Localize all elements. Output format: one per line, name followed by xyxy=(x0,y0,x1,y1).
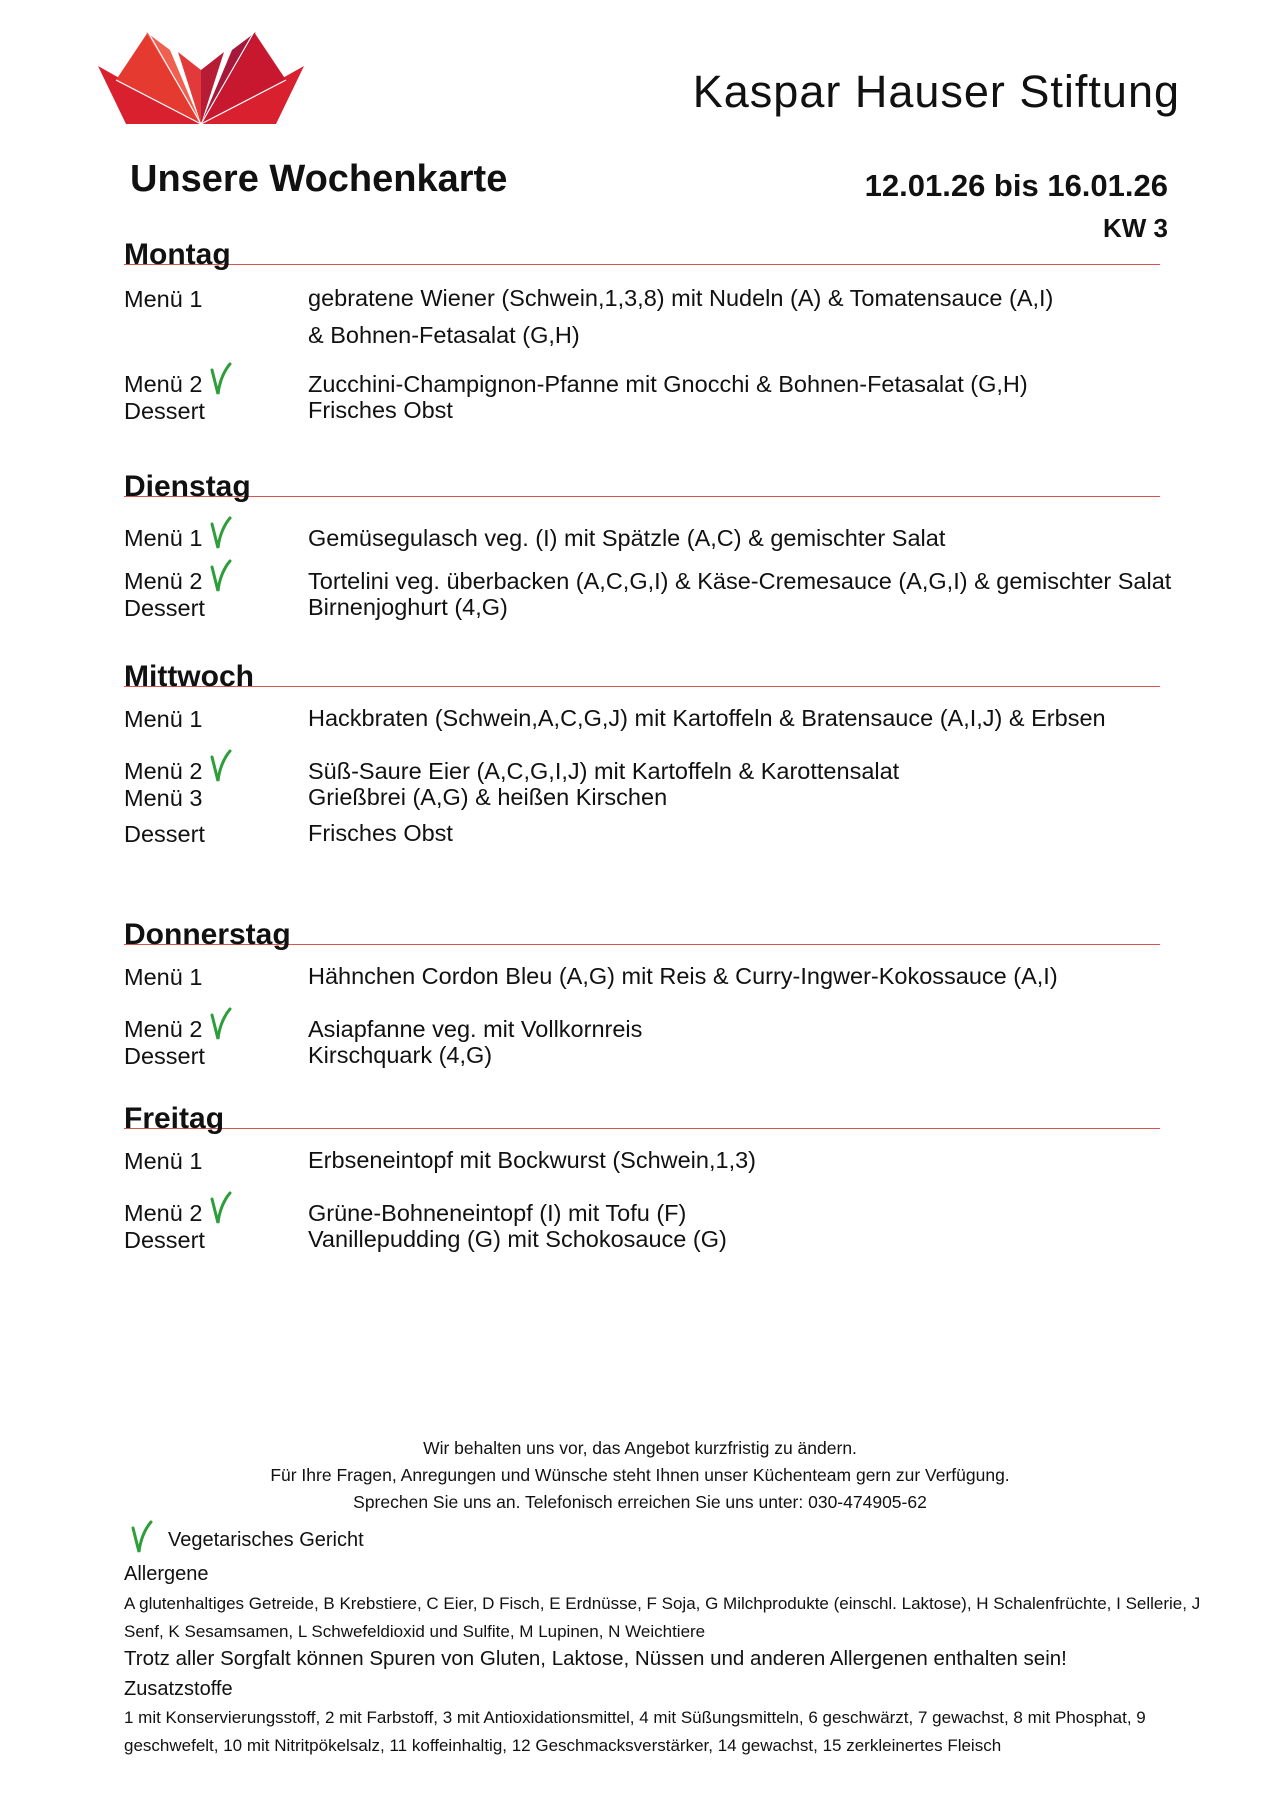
menu-item-label-text: Dessert xyxy=(124,1227,205,1253)
menu-item-text: Gemüsegulasch veg. (I) mit Spätzle (A,C) & gemischter Salat xyxy=(308,525,946,551)
footer-line-2: Für Ihre Fragen, Anregungen und Wünsche steht Ihnen unser Küchenteam gern zur Verfügung. xyxy=(270,1465,1010,1485)
menu-item-label-text: Menü 1 xyxy=(124,525,203,551)
menu-item-label-text: Menü 1 xyxy=(124,1148,203,1174)
menu-item-label xyxy=(124,398,205,425)
allergen-heading: Allergene xyxy=(124,1563,209,1585)
day-name: Freitag xyxy=(124,1102,225,1135)
menu-item-label xyxy=(124,1148,202,1175)
menu-item-text: Grüne-Bohneneintopf (I) mit Tofu (F) xyxy=(308,1200,687,1226)
menu-item-text: Birnenjoghurt (4,G) xyxy=(308,594,508,620)
vegetarian-leaf-icon xyxy=(206,1007,232,1041)
menu-item-text: Hackbraten (Schwein,A,C,G,J) mit Kartoffeln & Bratensauce (A,I,J) & Erbsen xyxy=(308,705,1106,731)
day-section-donnerstag xyxy=(124,900,1160,1069)
calendar-week: KW 3 xyxy=(1103,213,1168,243)
day-name: Dienstag xyxy=(124,470,251,503)
menu-item-text: Asiapfanne veg. mit Vollkornreis xyxy=(308,1016,643,1042)
menu-item-label xyxy=(124,785,202,812)
day-name: Montag xyxy=(124,238,231,271)
menu-item-label-text: Menü 1 xyxy=(124,706,203,732)
menu-item-text: Zucchini-Champignon-Pfanne mit Gnocchi & Bohnen-Fetasalat (G,H) xyxy=(308,371,1028,397)
lotus-logo xyxy=(98,30,304,126)
footer-line-1: Wir behalten uns vor, das Angebot kurzfristig zu ändern. xyxy=(423,1438,857,1458)
menu-item-text: Süß-Saure Eier (A,C,G,I,J) mit Kartoffeln & Karottensalat xyxy=(308,758,900,784)
menu-item-description xyxy=(308,958,1058,995)
menu-item-label xyxy=(124,706,202,733)
menu-item-label-text: Menü 2 xyxy=(124,371,203,397)
vegetarian-leaf-icon xyxy=(206,1191,232,1225)
vegetarian-legend-label: Vegetarisches Gericht xyxy=(168,1529,364,1551)
menu-item-label xyxy=(124,749,232,785)
menu-item-text: Frisches Obst xyxy=(308,820,453,846)
menu-item-label-text: Menü 2 xyxy=(124,568,203,594)
day-name: Donnerstag xyxy=(124,918,291,951)
menu-item-label-text: Menü 1 xyxy=(124,964,203,990)
day-section-mittwoch xyxy=(124,642,1160,847)
menu-item-text: Grießbrei (A,G) & heißen Kirschen xyxy=(308,784,668,810)
day-heading xyxy=(124,900,1160,951)
menu-item-description xyxy=(308,280,1053,354)
menu-item-description xyxy=(308,700,1106,737)
menu-item-text: Kirschquark (4,G) xyxy=(308,1042,493,1068)
menu-item-description xyxy=(308,589,508,626)
vegetarian-leaf-icon xyxy=(206,516,232,550)
vegetarian-leaf-icon xyxy=(206,559,232,593)
vegetarian-leaf-icon xyxy=(126,1520,154,1554)
menu-item-text-continued: & Bohnen-Fetasalat (G,H) xyxy=(308,322,580,348)
vegetarian-leaf-icon xyxy=(206,749,232,783)
menu-item-label-text: Menü 2 xyxy=(124,1016,203,1042)
menu-item-description xyxy=(308,520,945,557)
menu-item-label xyxy=(124,1043,205,1070)
menu-item-description xyxy=(308,779,667,816)
menu-item-description xyxy=(308,1142,756,1179)
menu-item-text: Vanillepudding (G) mit Schokosauce (G) xyxy=(308,1226,727,1252)
allergen-warning: Trotz aller Sorgfalt können Spuren von Gluten, Laktose, Nüssen und anderen Allergenen enthalten sein! xyxy=(124,1647,1067,1670)
menu-item-text: Hähnchen Cordon Bleu (A,G) mit Reis & Curry-Ingwer-Kokossauce (A,I) xyxy=(308,963,1058,989)
menu-item-label xyxy=(124,1007,232,1043)
menu-item-label xyxy=(124,1191,232,1227)
day-heading xyxy=(124,1084,1160,1135)
menu-item-label-text: Menü 1 xyxy=(124,286,203,312)
menu-item-description xyxy=(308,392,453,429)
menu-item-label-text: Dessert xyxy=(124,1043,205,1069)
menu-item-label xyxy=(124,964,202,991)
allergen-list: A glutenhaltiges Getreide, B Krebstiere, C Eier, D Fisch, E Erdnüsse, F Soja, G Milchprodukte (einschl. Laktose), H Schalenfrüchte, I Sellerie, J Senf, K Sesamsamen, L Schwefeldioxid und Sulfite, M Lupinen, N Weichtiere xyxy=(124,1594,1201,1641)
menu-item-label-text: Dessert xyxy=(124,398,205,424)
day-section-montag xyxy=(124,220,1160,424)
menu-item-text: Frisches Obst xyxy=(308,397,453,423)
additives-list: 1 mit Konservierungsstoff, 2 mit Farbstoff, 3 mit Antioxidationsmittel, 4 mit Süßungsmitteln, 6 geschwärzt, 7 gewachst, 8 mit Phosphat, 9 geschwefelt, 10 mit Nitritpökelsalz, 11 koffeinhaltig, 12 Geschmacksverstärker, 14 gewachst, 15 zerkleinertes Fleisch xyxy=(124,1708,1146,1755)
menu-item-label xyxy=(124,1227,205,1254)
organization-name: Kaspar Hauser Stiftung xyxy=(692,66,1180,117)
menu-item-label-text: Menü 2 xyxy=(124,758,203,784)
menu-item-text: Erbseneintopf mit Bockwurst (Schwein,1,3) xyxy=(308,1147,756,1173)
menu-item-label xyxy=(124,821,205,848)
menu-item-text: gebratene Wiener (Schwein,1,3,8) mit Nudeln (A) & Tomatensauce (A,I) xyxy=(308,285,1054,311)
footer-line-3: Sprechen Sie uns an. Telefonisch erreichen Sie uns unter: 030-474905-62 xyxy=(353,1492,927,1512)
menu-item-label-text: Dessert xyxy=(124,821,205,847)
menu-item-label-text: Menü 2 xyxy=(124,1200,203,1226)
menu-item-description xyxy=(308,815,453,852)
menu-item-label-text: Menü 3 xyxy=(124,785,203,811)
vegetarian-leaf-icon xyxy=(206,362,232,396)
day-section-freitag xyxy=(124,1084,1160,1253)
day-heading xyxy=(124,220,1160,271)
menu-item-label-text: Dessert xyxy=(124,595,205,621)
menu-item-description xyxy=(308,1037,492,1074)
menu-item-label xyxy=(124,595,205,622)
page-title: Unsere Wochenkarte xyxy=(130,158,508,200)
additives-heading: Zusatzstoffe xyxy=(124,1678,233,1700)
menu-item-label xyxy=(124,362,232,398)
menu-item-text: Tortelini veg. überbacken (A,C,G,I) & Käse-Cremesauce (A,G,I) & gemischter Salat xyxy=(308,568,1172,594)
menu-item-label xyxy=(124,286,202,313)
date-range: 12.01.26 bis 16.01.26 xyxy=(864,168,1168,203)
menu-item-description xyxy=(308,1221,727,1258)
menu-item-label xyxy=(124,559,232,595)
day-heading xyxy=(124,642,1160,693)
footer-notice xyxy=(0,1435,1280,1516)
vegetarian-legend xyxy=(126,1520,364,1554)
day-name: Mittwoch xyxy=(124,660,254,693)
menu-item-label xyxy=(124,516,232,552)
day-heading xyxy=(124,452,1160,503)
day-section-dienstag xyxy=(124,452,1172,621)
